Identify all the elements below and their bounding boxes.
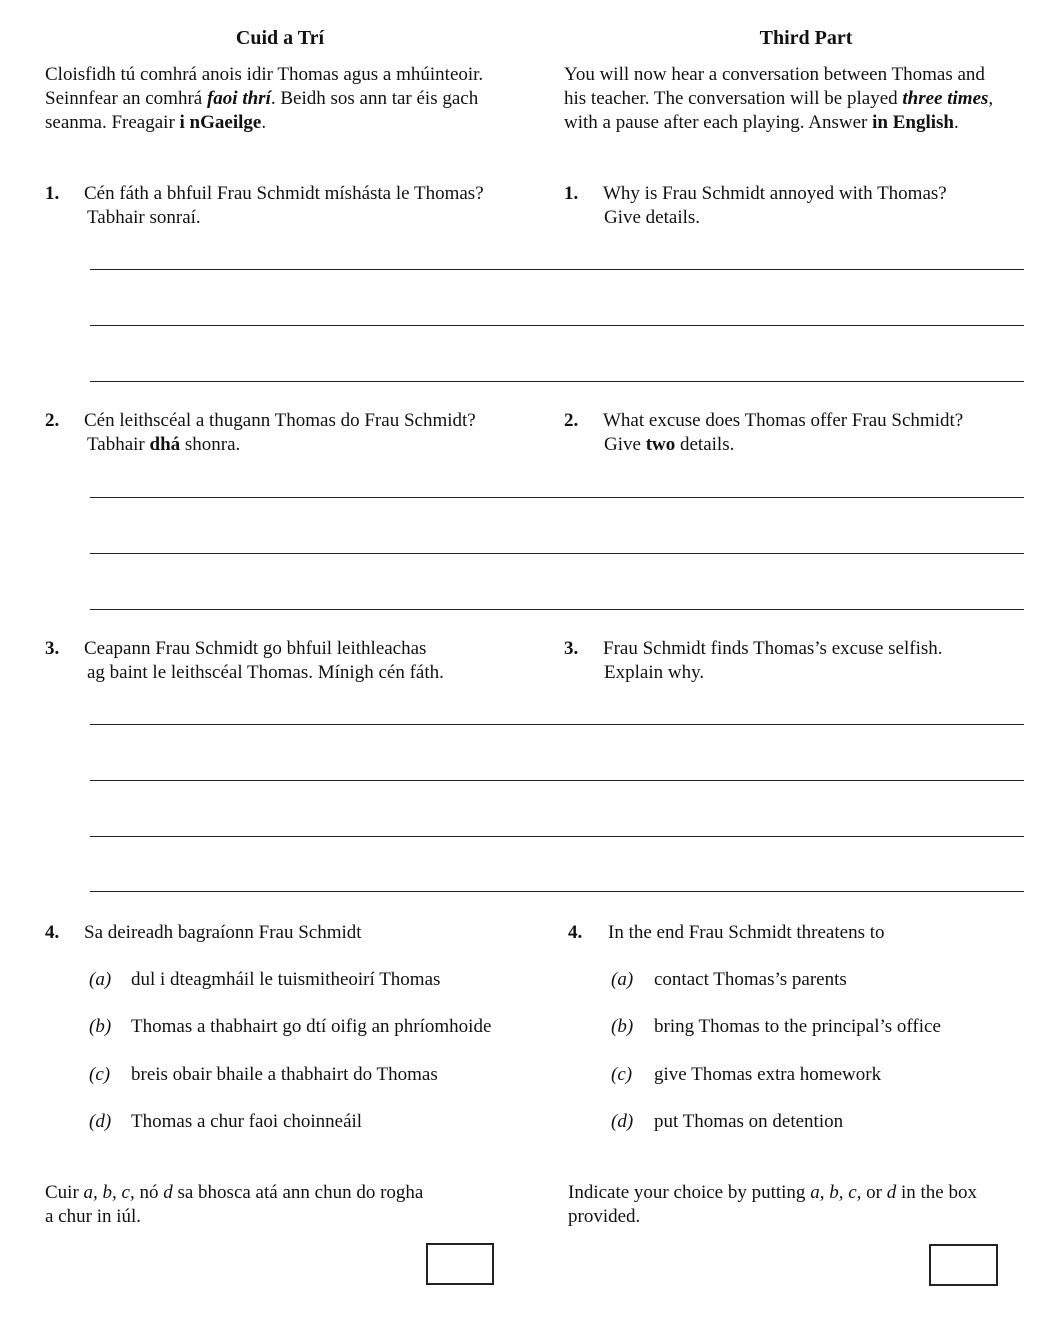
intro-irish	[45, 63, 545, 135]
instruction-text: Cuir	[45, 1182, 84, 1203]
intro-text: his teacher. The conversation will be played	[564, 88, 903, 109]
question-text: Ceapann Frau Schmidt go bhfuil leithleachas	[84, 638, 427, 659]
question-3-english	[603, 637, 1043, 685]
option-b-irish[interactable]: Thomas a thabhairt go dtí oifig an phríomhoide	[131, 1016, 492, 1037]
intro-irish-line	[45, 111, 545, 135]
question-text-part: details.	[675, 434, 735, 455]
instruction-text: sa bhosca atá ann chun do rogha	[172, 1182, 424, 1203]
option-letter: (a)	[89, 969, 112, 990]
answer-line[interactable]	[90, 609, 1024, 610]
question-number: 1.	[564, 183, 579, 204]
instruction-irish	[45, 1181, 525, 1229]
answer-box-irish[interactable]	[426, 1243, 494, 1285]
question-text: Cén fáth a bhfuil Frau Schmidt míshásta le Thomas?	[84, 183, 484, 204]
question-text: Frau Schmidt finds Thomas’s excuse selfish.	[603, 638, 943, 659]
instruction-line: provided.	[568, 1206, 641, 1227]
intro-text: seanma. Freagair	[45, 112, 180, 133]
question-number: 2.	[564, 410, 579, 431]
question-2-english	[603, 409, 1043, 457]
question-text	[84, 433, 544, 457]
option-a-irish[interactable]: dul i dteagmháil le tuismitheoirí Thomas	[131, 969, 441, 990]
question-text: Give details.	[604, 207, 701, 228]
heading-english: Third Part	[759, 27, 853, 49]
instruction-letters: d	[886, 1182, 897, 1203]
instruction-line	[45, 1181, 525, 1205]
option-letter: (b)	[611, 1016, 634, 1037]
answer-line[interactable]	[90, 724, 1024, 725]
instruction-text: or	[861, 1182, 887, 1203]
answer-line[interactable]	[90, 325, 1024, 326]
question-text: Tabhair sonraí.	[87, 207, 201, 228]
option-letter: (d)	[89, 1111, 112, 1132]
instruction-text: nó	[134, 1182, 164, 1203]
answer-line[interactable]	[90, 269, 1024, 270]
answer-line[interactable]	[90, 553, 1024, 554]
answer-box-english[interactable]	[929, 1244, 998, 1286]
option-d-irish[interactable]: Thomas a chur faoi choinneáil	[131, 1111, 363, 1132]
question-4-irish-stem: Sa deireadh bagraíonn Frau Schmidt	[84, 922, 362, 943]
option-b-english[interactable]: bring Thomas to the principal’s office	[654, 1016, 941, 1037]
question-number: 4.	[45, 922, 60, 943]
instruction-text: in the box	[896, 1182, 977, 1203]
answer-line[interactable]	[90, 891, 1024, 892]
option-letter: (b)	[89, 1016, 112, 1037]
question-3-irish	[84, 637, 544, 685]
option-c-irish[interactable]: breis obair bhaile a thabhairt do Thomas	[131, 1064, 438, 1085]
instruction-letters: a, b, c,	[83, 1182, 135, 1203]
option-letter: (c)	[611, 1064, 633, 1085]
question-text-part: Tabhair	[87, 434, 150, 455]
question-number: 3.	[564, 638, 579, 659]
answer-line[interactable]	[90, 780, 1024, 781]
option-letter: (a)	[611, 969, 634, 990]
question-1-english	[603, 182, 1043, 230]
question-number: 1.	[45, 183, 60, 204]
intro-irish-line: Cloisfidh tú comhrá anois idir Thomas agus a mhúinteoir.	[45, 64, 484, 85]
answer-line[interactable]	[90, 381, 1024, 382]
intro-emphasis: i nGaeilge	[179, 112, 262, 133]
instruction-line	[568, 1181, 1038, 1205]
intro-text: ,	[988, 88, 994, 109]
question-text: ag baint le leithscéal Thomas. Mínigh cén fáth.	[87, 662, 444, 683]
option-letter: (c)	[89, 1064, 111, 1085]
question-text-part: Give	[604, 434, 646, 455]
question-4-english-stem: In the end Frau Schmidt threatens to	[608, 922, 885, 943]
instruction-letters: a, b, c,	[810, 1182, 862, 1203]
intro-english	[564, 63, 1044, 135]
intro-text: with a pause after each playing. Answer	[564, 112, 873, 133]
heading-irish: Cuid a Trí	[235, 27, 325, 49]
question-text: Explain why.	[604, 662, 705, 683]
instruction-text: Indicate your choice by putting	[568, 1182, 811, 1203]
option-d-english[interactable]: put Thomas on detention	[654, 1111, 844, 1132]
intro-text: .	[953, 112, 959, 133]
intro-emphasis: faoi thrí	[206, 88, 271, 109]
instruction-line: a chur in iúl.	[45, 1206, 142, 1227]
intro-irish-line	[45, 87, 545, 111]
question-2-irish	[84, 409, 544, 457]
question-text: Cén leithscéal a thugann Thomas do Frau Schmidt?	[84, 410, 476, 431]
intro-english-line	[564, 111, 1044, 135]
question-number: 3.	[45, 638, 60, 659]
intro-emphasis: three times	[902, 88, 989, 109]
question-1-irish	[84, 182, 544, 230]
intro-text: Seinnfear an comhrá	[45, 88, 207, 109]
question-text-part: shonra.	[180, 434, 241, 455]
question-text: What excuse does Thomas offer Frau Schmidt?	[603, 410, 964, 431]
answer-line[interactable]	[90, 497, 1024, 498]
intro-text: . Beidh sos ann tar éis gach	[270, 88, 479, 109]
intro-english-line: You will now hear a conversation between Thomas and	[564, 64, 985, 85]
question-number: 4.	[568, 922, 583, 943]
question-emphasis: two	[645, 434, 676, 455]
intro-text: .	[261, 112, 267, 133]
question-emphasis: dhá	[149, 434, 181, 455]
instruction-english	[568, 1181, 1038, 1229]
answer-line[interactable]	[90, 836, 1024, 837]
question-text	[603, 433, 1043, 457]
question-number: 2.	[45, 410, 60, 431]
option-c-english[interactable]: give Thomas extra homework	[654, 1064, 882, 1085]
intro-english-line	[564, 87, 1044, 111]
question-text: Why is Frau Schmidt annoyed with Thomas?	[603, 183, 947, 204]
instruction-letters: d	[163, 1182, 173, 1203]
intro-emphasis: in English	[872, 112, 954, 133]
option-a-english[interactable]: contact Thomas’s parents	[654, 969, 847, 990]
option-letter: (d)	[611, 1111, 634, 1132]
